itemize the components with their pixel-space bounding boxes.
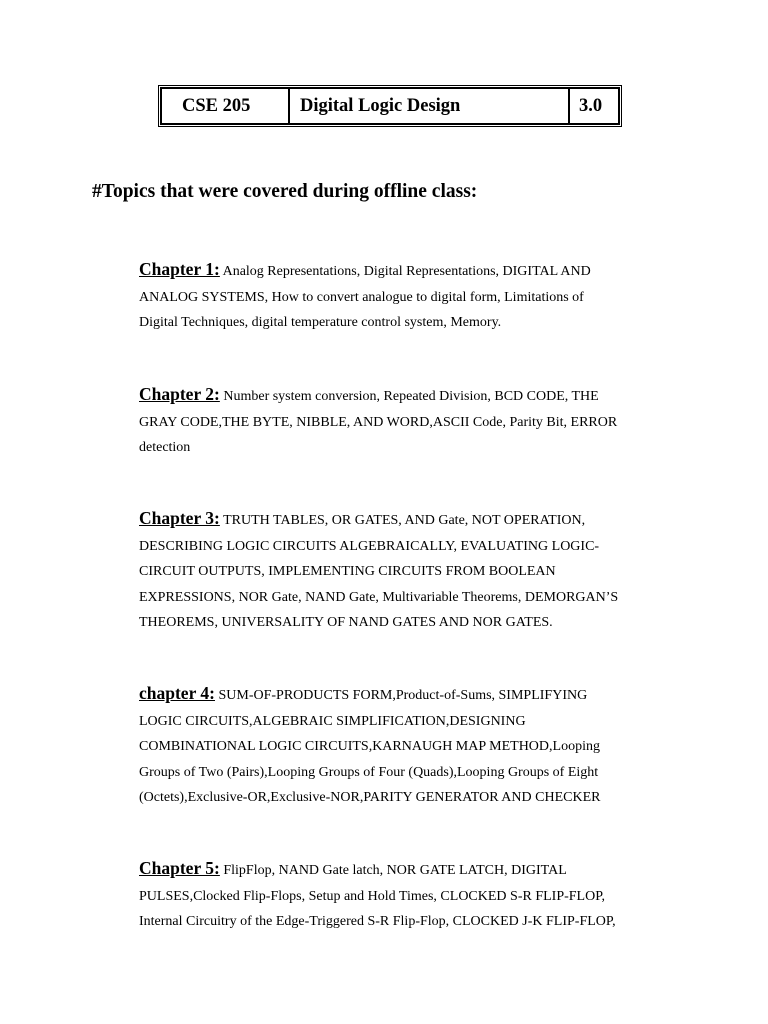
chapter-4-label: chapter 4:: [139, 683, 215, 703]
chapter-3-topics: TRUTH TABLES, OR GATES, AND Gate, NOT OPERATION, DESCRIBING LOGIC CIRCUITS ALGEBRAICALLY, EVALUATING LOGIC- CIRCUIT OUTPUTS, IMPLEMENTING CIRCUITS FROM BOOLEAN EXPRESSIONS, NOR Gate, NAND Gate, Multivariable Theorems, DEMORGAN’S THEOREMS, UNIVERSALITY OF NAND GATES AND NOR GATES.: [139, 513, 619, 631]
chapter-2-paragraph: [139, 382, 679, 461]
chapter-2-topics: Number system conversion, Repeated Division, BCD CODE, THE GRAY CODE,THE BYTE, NIBBLE, AND WORD,ASCII Code, Parity Bit, ERROR detection: [139, 389, 618, 456]
chapter-1-paragraph: [139, 257, 679, 336]
course-credit: 3.0: [579, 95, 603, 116]
topics-heading: #Topics that were covered during offline class:: [92, 181, 478, 202]
chapter-3-paragraph: [139, 506, 679, 636]
course-code: CSE 205: [162, 89, 290, 123]
chapter-5-label: Chapter 5:: [139, 858, 220, 878]
chapter-2-label: Chapter 2:: [139, 384, 220, 404]
chapter-1-label: Chapter 1:: [139, 259, 220, 279]
chapter-3-label: Chapter 3:: [139, 508, 220, 528]
chapter-4-topics: SUM-OF-PRODUCTS FORM,Product-of-Sums, SIMPLIFYING LOGIC CIRCUITS,ALGEBRAIC SIMPLIFICATION,DESIGNING COMBINATIONAL LOGIC CIRCUITS,KARNAUGH MAP METHOD,Looping Groups of Two (Pairs),Looping Groups of Four (Quads),Looping Groups of Eight (Octets),Exclusive-OR,Exclusive-NOR,PARITY GENERATOR AND CHECKER: [139, 688, 601, 806]
course-info-table: [160, 87, 620, 125]
course-title: Digital Logic Design: [290, 89, 570, 123]
chapter-1-topics: Analog Representations, Digital Representations, DIGITAL AND ANALOG SYSTEMS, How to convert analogue to digital form, Limitations of Digital Techniques, digital temperature control system, Memory.: [139, 264, 591, 331]
chapter-4-paragraph: [139, 681, 679, 811]
chapter-5-topics: FlipFlop, NAND Gate latch, NOR GATE LATCH, DIGITAL PULSES,Clocked Flip-Flops, Setup and Hold Times, CLOCKED S-R FLIP-FLOP, Internal Circuitry of the Edge-Triggered S-R Flip-Flop, CLOCKED J-K FLIP-FLOP,: [139, 863, 616, 930]
chapter-5-paragraph: [139, 856, 679, 935]
